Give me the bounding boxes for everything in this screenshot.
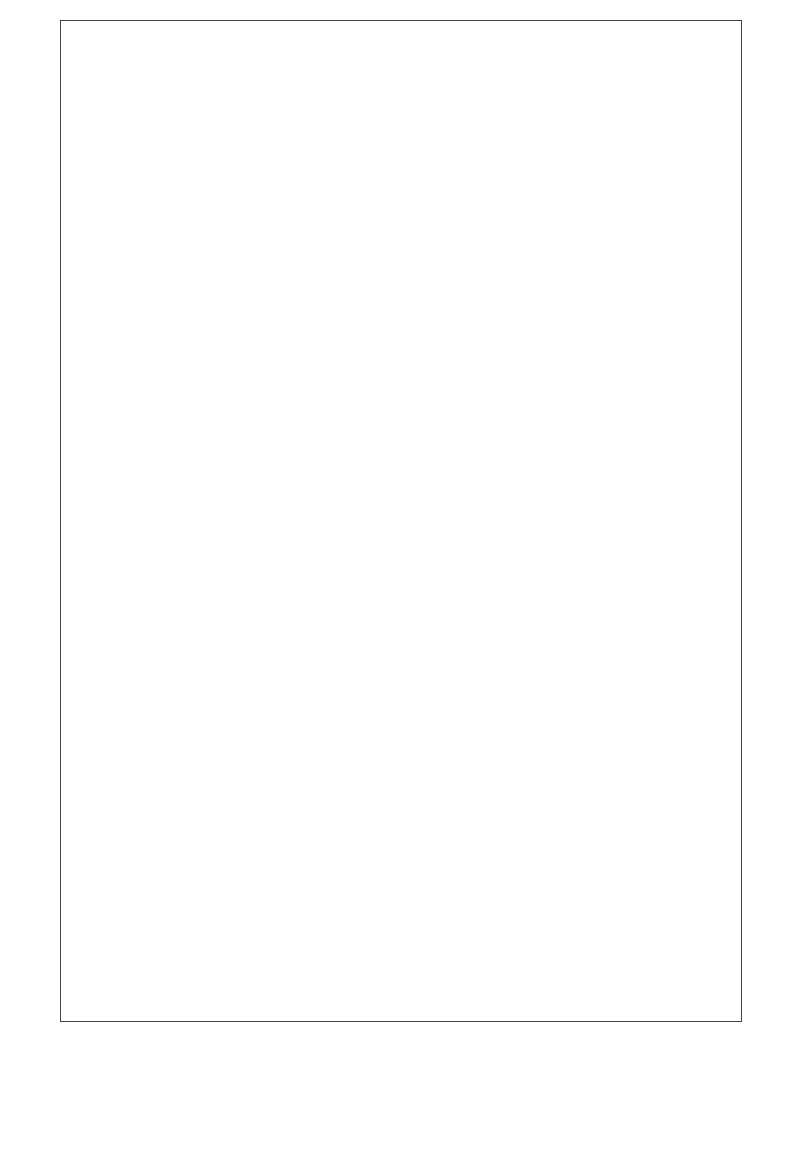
scan-frame — [60, 20, 742, 1022]
